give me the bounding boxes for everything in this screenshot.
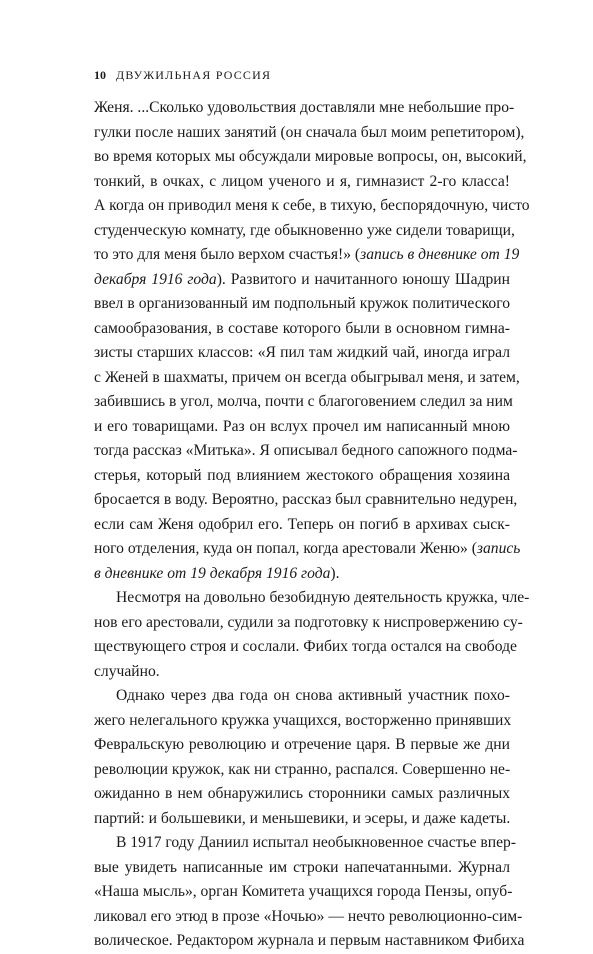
text-line bbox=[94, 194, 530, 219]
text-run: волическое. Редактором журнала и первым наставником Фибиха bbox=[94, 932, 525, 949]
paragraph bbox=[94, 684, 510, 831]
text-line bbox=[94, 709, 510, 734]
text-run: А когда он приводил меня к себе, в тихую, беспорядочную, чисто bbox=[94, 197, 530, 214]
text-line bbox=[94, 488, 518, 513]
text-line bbox=[94, 513, 510, 538]
text-line bbox=[94, 880, 513, 905]
text-line bbox=[94, 292, 510, 317]
paragraph bbox=[94, 831, 525, 954]
text-line bbox=[94, 684, 510, 709]
text-run: вые увидеть написанные им строки напечатанными. Журнал bbox=[94, 858, 510, 876]
text-run: гулки после наших занятий (он сначала был моим репетитором), bbox=[94, 123, 525, 141]
text-run: «Наша мысль», орган Комитета учащихся города Пензы, опуб- bbox=[94, 883, 513, 900]
paragraph bbox=[94, 96, 530, 586]
text-line bbox=[94, 782, 510, 807]
text-line bbox=[94, 268, 510, 293]
text-run: если сам Женя одобрил его. Теперь он погиб в архивах сыск- bbox=[94, 515, 510, 533]
text-run: жего нелегального кружка учащихся, восторженно принявших bbox=[94, 711, 512, 729]
text-line bbox=[94, 562, 510, 587]
book-page bbox=[94, 64, 530, 954]
text-run: студенческую комнату, где обыкновенно уже сидели товарищи, bbox=[94, 221, 515, 239]
text-run: ожиданно в нем обнаружились сторонники самых различных bbox=[94, 785, 510, 802]
text-run: с Женей в шахматы, причем он всегда обыгрывал меня, и затем, bbox=[94, 368, 520, 386]
text-run: стерья, который под влиянием жестокого обращения хозяина bbox=[94, 466, 510, 484]
text-line bbox=[94, 170, 510, 195]
text-run: тогда рассказ «Митька». Я описывал бедного сапожного подма- bbox=[94, 442, 518, 459]
text-run: ного отделения, куда он попал, когда арестовали Женю» ( bbox=[94, 540, 477, 557]
text-line bbox=[94, 219, 515, 244]
running-head bbox=[94, 64, 510, 86]
text-run: нов его арестовали, судили за подготовку к ниспровержению су- bbox=[94, 613, 523, 631]
italic-text: декабря 1916 года bbox=[94, 270, 217, 288]
text-run: ). bbox=[330, 564, 340, 582]
text-run: бросается в воду. Вероятно, рассказ был сравнительно недурен, bbox=[94, 491, 518, 508]
text-line bbox=[94, 856, 510, 881]
text-line bbox=[94, 537, 521, 562]
text-run: и его товарищами. Раз он вслух прочел им написанный мною bbox=[94, 417, 510, 435]
paragraph bbox=[94, 586, 530, 684]
text-run: то это для меня было верхом счастья!» ( bbox=[94, 246, 361, 263]
text-line bbox=[94, 758, 510, 783]
text-run: ). Развитого и начитанного юношу Шадрин bbox=[216, 270, 510, 288]
text-line bbox=[94, 121, 525, 146]
text-run: Однако через два года он снова активный участник похо- bbox=[116, 687, 510, 704]
text-line bbox=[94, 807, 510, 832]
text-run: Несмотря на довольно безобидную деятельность кружка, чле- bbox=[116, 589, 530, 606]
text-run: ликовал его этюд в прозе «Ночью» — нечто революционно-сим- bbox=[94, 907, 523, 925]
running-title: ДВУЖИЛЬНАЯ РОССИЯ bbox=[116, 68, 272, 82]
text-run: Февральскую революцию и отречение царя. В первые же дни bbox=[94, 736, 510, 753]
text-run: ществующего строя и сослали. Фибих тогда остался на свободе bbox=[94, 638, 517, 655]
text-run: революции кружок, как ни странно, распался. Совершенно не- bbox=[94, 760, 511, 778]
text-line bbox=[94, 635, 517, 660]
text-run: тонкий, в очках, с лицом ученого и я, гимназист 2-го класса! bbox=[94, 172, 510, 190]
text-run: ввел в организованный им подпольный кружок политического bbox=[94, 295, 510, 312]
italic-text: запись в дневнике от 19 bbox=[360, 246, 520, 263]
text-line bbox=[94, 341, 510, 366]
text-run: во время которых мы обсуждали мировые вопросы, он, высокий, bbox=[94, 148, 527, 165]
text-line bbox=[94, 905, 523, 930]
text-line bbox=[94, 96, 515, 121]
text-line bbox=[94, 611, 523, 636]
text-line bbox=[94, 439, 518, 464]
text-line bbox=[94, 831, 517, 856]
text-run: забившись в угол, молча, почти с благоговением следил за ним bbox=[94, 393, 513, 410]
text-run: партий: и большевики, и меньшевики, и эсеры, и даже кадеты. bbox=[94, 809, 511, 827]
body-text bbox=[94, 96, 530, 954]
text-line bbox=[94, 660, 510, 685]
text-line bbox=[94, 464, 510, 489]
page-number: 10 bbox=[94, 68, 106, 82]
text-line bbox=[94, 243, 520, 268]
text-run: самообразования, в составе которого были в основном гимна- bbox=[94, 319, 510, 337]
italic-text: в дневнике от 19 декабря 1916 года bbox=[94, 564, 331, 582]
text-run: В 1917 году Даниил испытал необыкновенное счастье впер- bbox=[116, 834, 517, 851]
text-line bbox=[94, 929, 525, 954]
italic-text: запись bbox=[476, 540, 521, 557]
text-line bbox=[94, 586, 530, 611]
text-line bbox=[94, 145, 527, 170]
text-run: Женя. ...Сколько удовольствия доставляли мне небольшие про- bbox=[94, 99, 515, 116]
text-line bbox=[94, 733, 510, 758]
text-line bbox=[94, 317, 510, 342]
text-run: зисты старших классов: «Я пил там жидкий чай, иногда играл bbox=[94, 344, 510, 361]
text-run: случайно. bbox=[94, 662, 160, 680]
text-line bbox=[94, 390, 513, 415]
text-line bbox=[94, 415, 510, 440]
text-line bbox=[94, 366, 520, 391]
